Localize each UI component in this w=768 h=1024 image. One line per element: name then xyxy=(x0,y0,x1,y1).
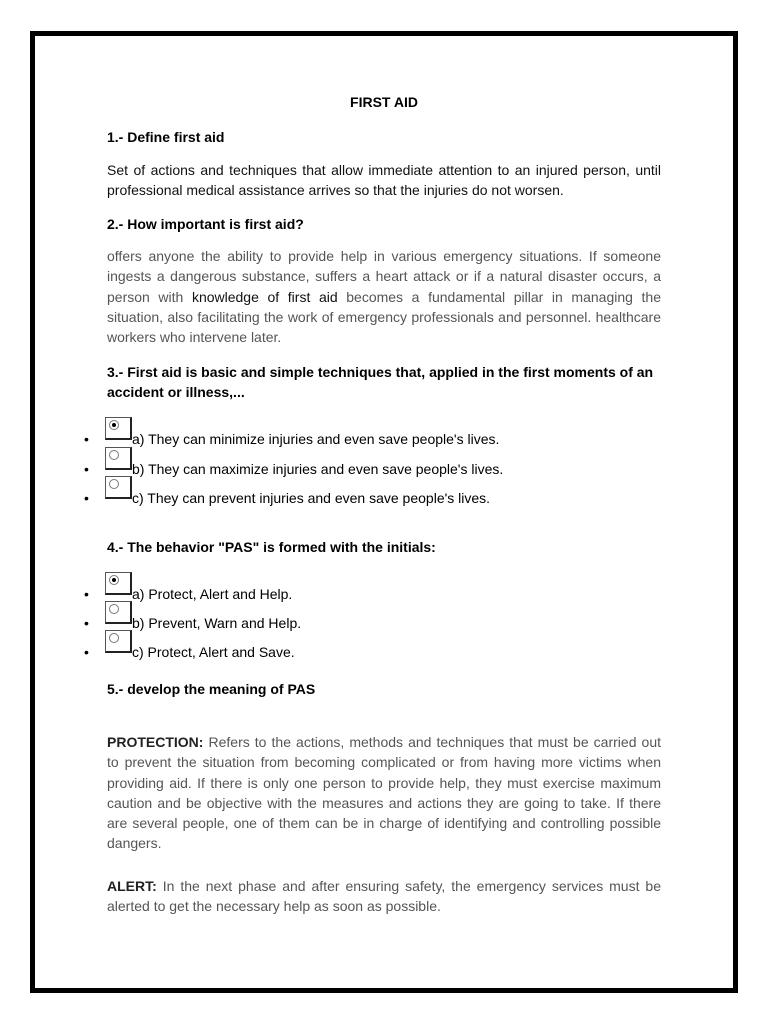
answer-text-2: becomes a fundamental pillar in managing the situation, also facilitating the work of emergency professionals and personnel. healthcare workers who intervene later. xyxy=(107,288,661,346)
option-label: c) They can prevent injuries and even save people's lives. xyxy=(132,490,491,506)
bullet-icon: • xyxy=(84,461,89,477)
question-1-heading: 1.- Define first aid xyxy=(107,129,225,145)
protection-term: PROTECTION: xyxy=(107,734,204,750)
protection-text: Refers to the actions, methods and techniques that must be carried out to prevent the situation from becoming complicated or from having more victims when providing aid. If there is only one person to provide help, they must exercise maximum caution and be objective with the measures and actions they are going to take. If there are several people, one of them can be in charge of identifying and controlling possible dangers. xyxy=(107,734,661,852)
alert-term: ALERT: xyxy=(107,878,157,894)
question-2-heading: 2.- How important is first aid? xyxy=(107,216,304,232)
radio-button[interactable] xyxy=(105,630,132,653)
radio-empty-icon xyxy=(109,479,119,489)
bullet-icon: • xyxy=(84,490,89,506)
option-label: a) They can minimize injuries and even save people's lives. xyxy=(132,431,500,447)
alert-paragraph xyxy=(107,876,661,917)
bullet-icon: • xyxy=(84,644,89,660)
option-label: c) Protect, Alert and Save. xyxy=(132,644,295,660)
radio-empty-icon xyxy=(109,450,119,460)
radio-selected-icon xyxy=(109,420,119,430)
radio-empty-icon xyxy=(109,633,119,643)
bullet-icon: • xyxy=(84,615,89,631)
question-1-answer: Set of actions and techniques that allow immediate attention to an injured person, until professional medical assistance arrives so that the injuries do not worsen. xyxy=(107,162,661,199)
alert-text: In the next phase and after ensuring safety, the emergency services must be alerted to get the necessary help as soon as possible. xyxy=(107,878,661,915)
radio-button[interactable] xyxy=(105,447,132,470)
radio-button[interactable] xyxy=(105,417,132,440)
first-aid-knowledge-link[interactable]: knowledge of first aid xyxy=(191,288,338,305)
option-label: b) They can maximize injuries and even save people's lives. xyxy=(132,461,504,477)
question-3-heading: 3.- First aid is basic and simple techniques that, applied in the first moments of an accident or illness,... xyxy=(107,364,654,400)
question-5-heading: 5.- develop the meaning of PAS xyxy=(107,681,316,697)
bullet-icon: • xyxy=(84,431,89,447)
radio-selected-icon xyxy=(109,575,119,585)
radio-empty-icon xyxy=(109,604,119,614)
radio-button[interactable] xyxy=(105,476,132,499)
bullet-icon: • xyxy=(84,586,89,602)
option-label: a) Protect, Alert and Help. xyxy=(132,586,293,602)
option-label: b) Prevent, Warn and Help. xyxy=(132,615,302,631)
document-title: FIRST AID xyxy=(350,94,418,110)
radio-button[interactable] xyxy=(105,601,132,624)
protection-paragraph xyxy=(107,732,661,854)
question-2-answer xyxy=(107,246,661,347)
answer-text-1: offers anyone the ability to provide help in various emergency situations. If someone ingests a dangerous substance, suffers a heart attack or if a natural disaster occurs, a person with xyxy=(107,248,661,305)
question-4-heading: 4.- The behavior "PAS" is formed with the initials: xyxy=(107,539,436,555)
radio-button[interactable] xyxy=(105,572,132,595)
